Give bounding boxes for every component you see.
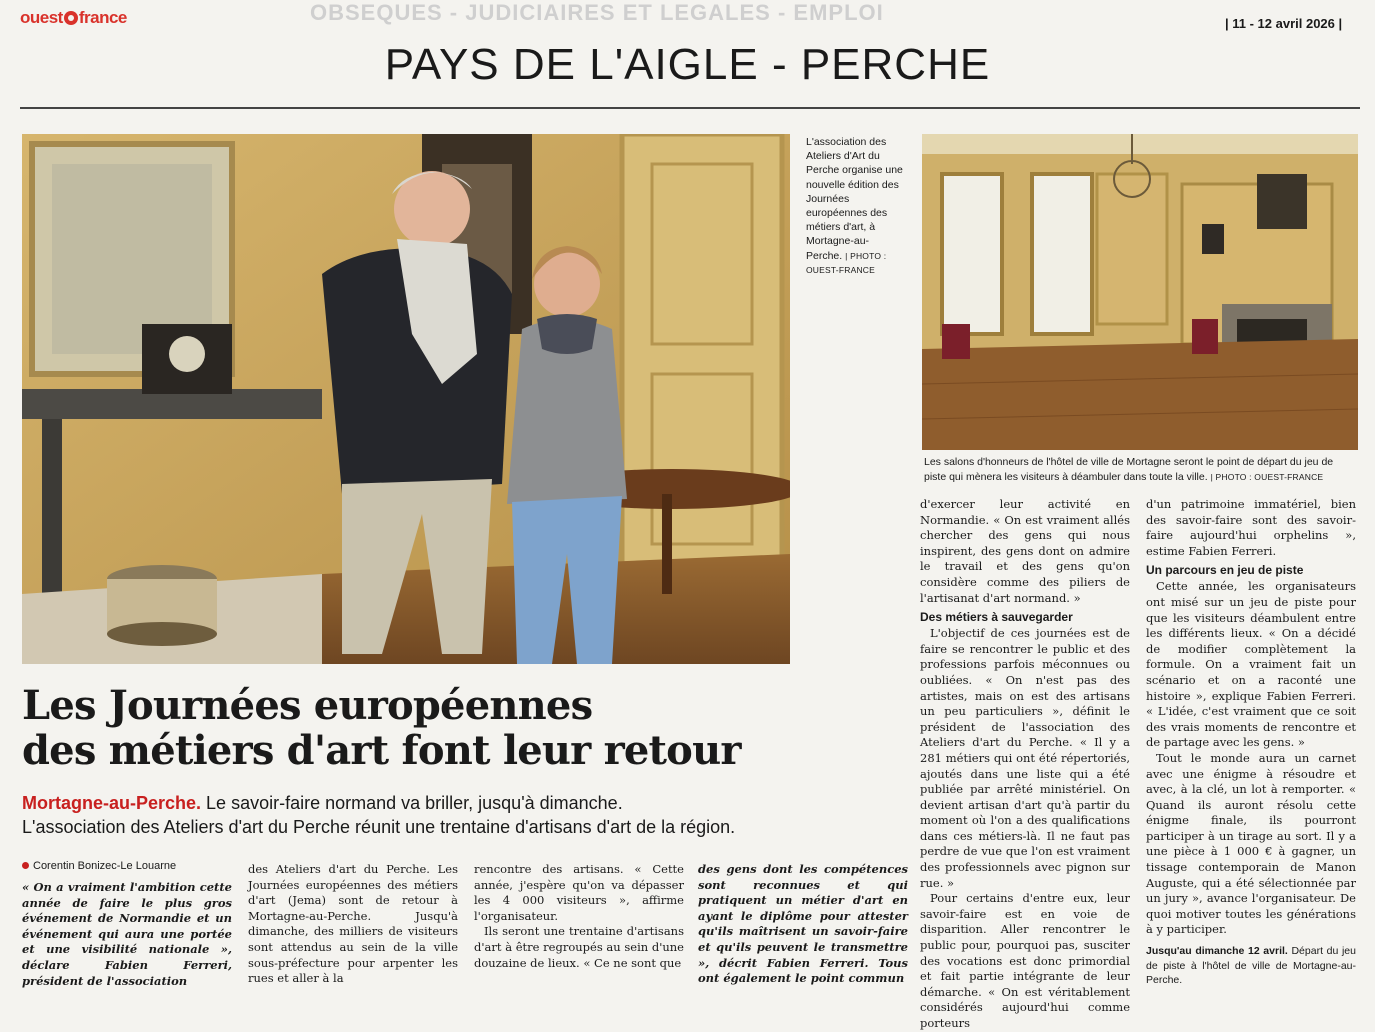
issue-date: | 11 - 12 avril 2026 | xyxy=(1225,16,1343,31)
quote-text: « On a vraiment l'ambition cette année de faire le plus gros événement de Normandie et un événement qui aura une portée et une visibilité nationale », déclare Fabien Ferreri, président de l'association xyxy=(22,880,232,988)
subheading: Un parcours en jeu de piste xyxy=(1146,563,1304,578)
article-column-6 xyxy=(1146,497,1356,988)
lead-text: Le savoir-faire normand va briller, jusqu'à dimanche. xyxy=(201,793,623,813)
article-column-2 xyxy=(248,862,458,987)
paragraph: des Ateliers d'art du Perche. Les Journées européennes des métiers d'art (Jema) sont de retour à Mortagne-au-Perche. Jusqu'à dimanche, des milliers de visiteurs sont attendus au sein de la ville sous-préfecture pour arpenter les rues et aller à la xyxy=(248,862,458,986)
paragraph: d'un patrimoine immatériel, bien des savoir-faire sont des savoir-faire aujourd'hui orphelins », estime Fabien Ferreri. xyxy=(1146,497,1356,558)
photo-salon-caption xyxy=(924,455,1358,484)
paragraph: d'exercer leur activité en Normandie. « On est vraiment allés chercher des gens qui nous inspirent, des gens dont on admire le travail et des gens qu'on considère comme des piliers de l'artisanat d'art normand. » xyxy=(920,497,1130,605)
caption-text: Les salons d'honneurs de l'hôtel de ville de Mortagne seront le point de départ du jeu de piste qui mènera les visiteurs à déambuler dans toute la ville. xyxy=(924,456,1334,483)
logo-circle-icon xyxy=(64,11,78,25)
caption-text: L'association des Ateliers d'Art du Perche organise une nouvelle édition des Journées européennes des métiers d'art, à Mortagne-au-Perche. xyxy=(806,136,903,262)
photo-salon xyxy=(922,134,1358,450)
practical-text: Départ du jeu de piste à l'hôtel de ville de Mortagne-au-Perche. xyxy=(1146,945,1356,987)
section-rule xyxy=(20,107,1360,109)
practical-date: Jusqu'au dimanche 12 avril. xyxy=(1146,945,1288,958)
paragraph: Ils seront une trentaine d'artisans d'art à être regroupés au sein d'une douzaine de lieux. « Ce ne sont que xyxy=(474,924,684,970)
headline-line: des métiers d'art font leur retour xyxy=(22,727,741,774)
headline-line: Les Journées européennes xyxy=(22,682,593,729)
author-byline xyxy=(22,860,176,872)
photo-salon-illustration xyxy=(922,134,1358,450)
lead-line: L'association des Ateliers d'art du Perche réunit une trentaine d'artisans d'art de la région. xyxy=(22,817,736,837)
author-bullet-icon xyxy=(22,862,29,869)
quote-text: des gens dont les compétences sont reconnues et qui pratiquent un métier d'art en ayant le diplôme pour attester qu'ils maîtrisent un savoir-faire et qu'ils peuvent le transmettre », décrit Fabien Ferreri. Tous ont également le point commun xyxy=(698,862,908,986)
article-column-4 xyxy=(698,862,908,987)
photo-main-caption xyxy=(806,135,904,277)
paragraph: Pour certains d'entre eux, leur savoir-faire est en voie de disparition. Aller rencontrer le public pour, pourquoi pas, susciter des vocations est donc primordial et fait partie intégrante de leur démarche. « On est véritablement considérés aujourd'hui comme porteurs xyxy=(920,891,1130,1030)
paragraph: Tout le monde aura un carnet avec une énigme à résoudre et avec, à la clé, un lot à remporter. « Quand ils auront résolu cette énigme finale, ils pourront participer à un tirage au sort. Il y a une pièce à 1 000 € à gagner, un tissage contemporain de Manon Auguste, qui a été sélectionnée par un jury », avance l'organisateur. De quoi motiver toutes les générations à y participer. xyxy=(1146,750,1356,937)
lead-location: Mortagne-au-Perche. xyxy=(22,793,202,813)
ouest-france-logo: ouest france xyxy=(20,8,127,27)
paragraph: L'objectif de ces journées est de faire se rencontrer le public et des professions parfois méconnues ou oubliées. « On n'est pas des artistes, mais on est des artisans un peu particuliers », définit le président de l'association des Ateliers d'art du Perche. « Il y a 281 métiers qui ont été répertoriés, ajoutés dans une liste qui a été publiée par arrêté ministériel. On devient artisan d'art qu'à partir du moment où l'on a des qualifications dans ces métiers-là. Il ne faut pas perdre de vue que l'on est vraiment des professionnels avec pignon sur rue. » xyxy=(920,626,1130,890)
article-lead xyxy=(22,791,902,839)
photo-credit: | PHOTO : OUEST-FRANCE xyxy=(1210,471,1324,482)
article-column-3 xyxy=(474,862,684,971)
author-name: Corentin Bonizec-Le Louarne xyxy=(33,860,177,872)
photo-main-illustration xyxy=(22,134,790,664)
paragraph: rencontre des artisans. « Cette année, j'espère qu'on va dépasser les 4 000 visiteurs », affirme l'organisateur. xyxy=(474,862,684,923)
photo-credit: | PHOTO : OUEST-FRANCE xyxy=(806,250,887,275)
paragraph: Cette année, les organisateurs ont misé sur un jeu de piste pour que les visiteurs déambulent entre les différents lieux. « On a décidé de modifier complètement la formule. On a vraiment fait un scénario et on a raconté une histoire », explique Fabien Ferreri. « L'idée, c'est vraiment que ce soit des vrais moments de rencontre et de partage avec les gens. » xyxy=(1146,579,1356,750)
photo-main xyxy=(22,134,790,664)
article-column-5 xyxy=(920,497,1130,1032)
article-column-1 xyxy=(22,880,232,989)
section-title: PAYS DE L'AIGLE - PERCHE xyxy=(384,40,991,89)
lead-line xyxy=(22,791,902,815)
bleed-through-banner: OBSEQUES - JUDICIAIRES ET LEGALES - EMPLOI xyxy=(310,0,884,25)
article-headline xyxy=(22,683,902,773)
subheading: Des métiers à sauvegarder xyxy=(920,610,1073,625)
practical-info xyxy=(1146,944,1356,988)
